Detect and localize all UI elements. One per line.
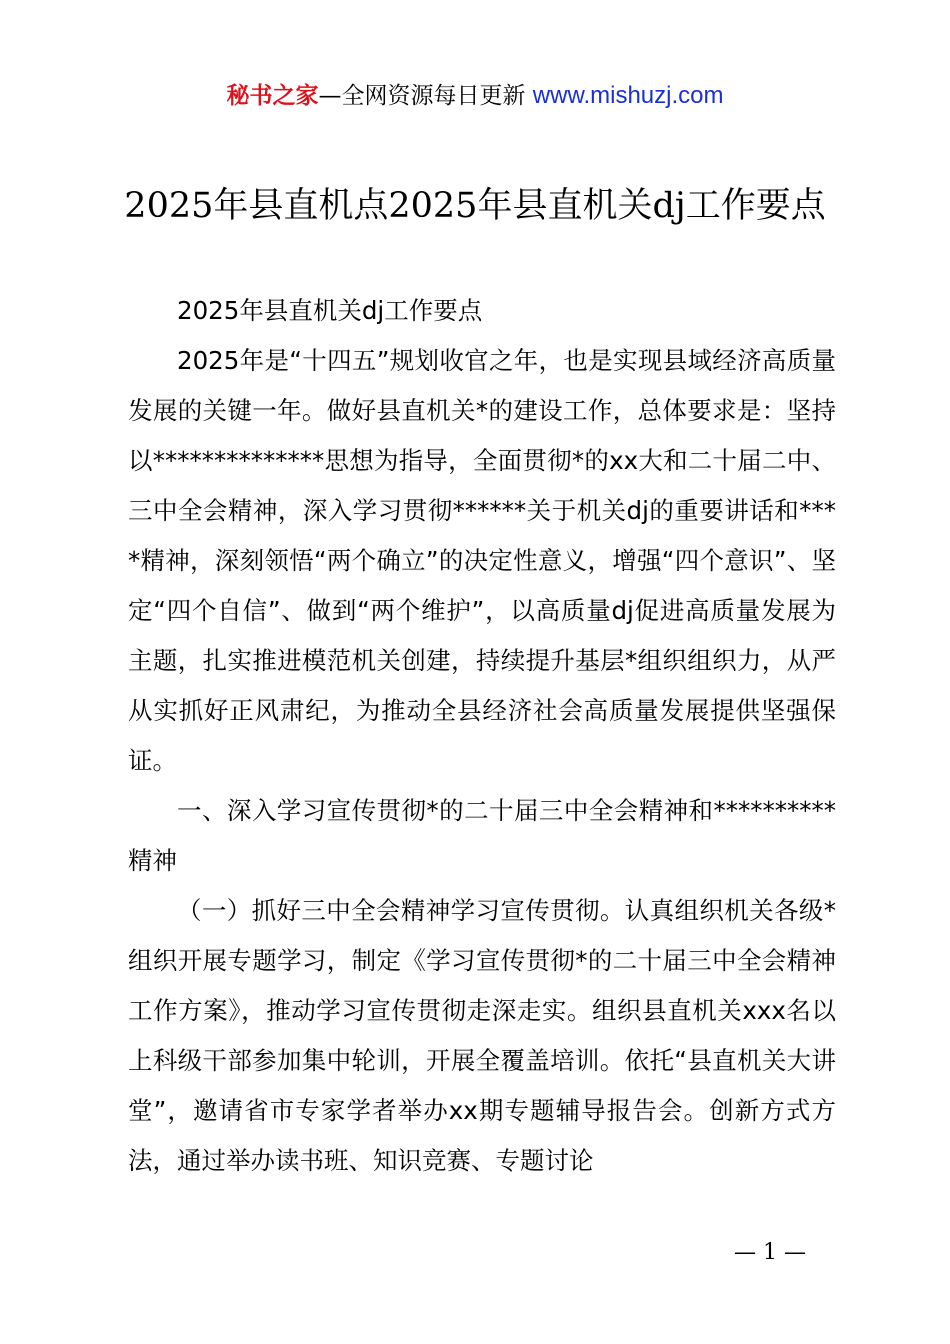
site-tagline: —全网资源每日更新 <box>318 83 533 109</box>
document-body <box>128 286 836 1186</box>
section-heading-1: 一、深入学习宣传贯彻*的二十届三中全会精神和**********精神 <box>128 796 836 875</box>
document-title: 2025年县直机点2025年县直机关dj工作要点 <box>124 186 826 226</box>
body-paragraph-subtitle: 2025年县直机关dj工作要点 <box>177 296 483 325</box>
site-url-link[interactable]: www.mishuzj.com <box>532 82 724 109</box>
site-brand: 秘书之家 <box>226 83 319 109</box>
page-number: — 1 — <box>734 1240 806 1265</box>
body-paragraph-item-1: （一）抓好三中全会精神学习宣传贯彻。认真组织机关各级*组织开展专题学习，制定《学习宣传贯彻*的二十届三中全会精神工作方案》，推动学习宣传贯彻走深走实。组织县直机关xxx名以上科级干部参加集中轮训，开展全覆盖培训。依托“县直机关大讲堂”，邀请省市专家学者举办xx期专题辅导报告会。创新方式方法，通过举办读书班、知识竞赛、专题讨论 <box>128 896 836 1175</box>
body-paragraph-intro: 2025年是“十四五”规划收官之年，也是实现县域经济高质量发展的关键一年。做好县直机关*的建设工作，总体要求是：坚持以**************思想为指导，全面贯彻*的xx大和二十届二中、三中全会精神，深入学习贯彻******关于机关dj的重要讲话和****精神，深刻领悟“两个确立”的决定性意义，增强“四个意识”、坚定“四个自信”、做到“两个维护”，以高质量dj促进高质量发展为主题，扎实推进模范机关创建，持续提升基层*组织组织力，从严从实抓好正风肃纪，为推动全县经济社会高质量发展提供坚强保证。 <box>128 346 836 775</box>
site-header <box>0 80 950 112</box>
